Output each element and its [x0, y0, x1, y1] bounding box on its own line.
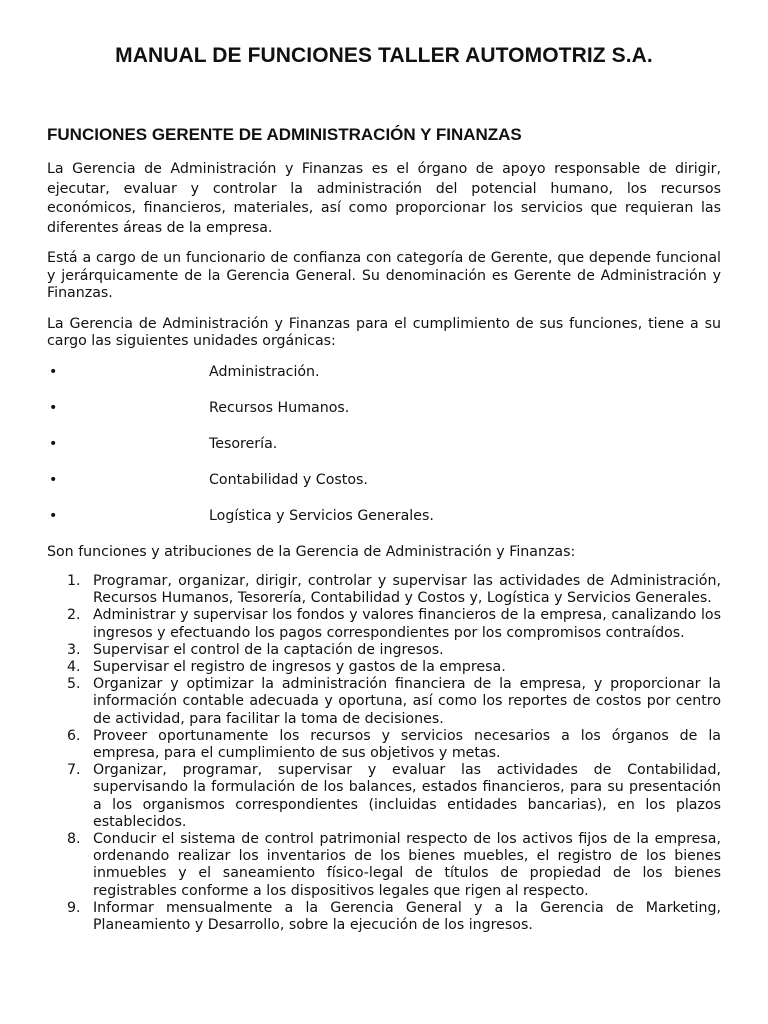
unit-label: Contabilidad y Costos.	[209, 471, 368, 488]
list-item	[47, 472, 721, 508]
paragraph-intro: La Gerencia de Administración y Finanzas es el órgano de apoyo responsable de dirigir, ejecutar, evaluar y controlar la administración del potencial humano, los recursos económicos, financieros, materiales, así como proporcionar los servicios que requieran las diferentes áreas de la empresa.	[47, 161, 721, 236]
unit-label: Recursos Humanos.	[209, 399, 350, 416]
document-title: MANUAL DE FUNCIONES TALLER AUTOMOTRIZ S.A.	[115, 44, 653, 67]
list-item	[47, 400, 721, 436]
bullet-icon: •	[49, 363, 58, 380]
bullet-icon: •	[49, 435, 58, 452]
item-number: 2.	[67, 607, 81, 624]
list-item	[47, 676, 721, 728]
paragraph-functions-intro: Son funciones y atribuciones de la Gerencia de Administración y Finanzas:	[47, 543, 576, 560]
bullet-icon: •	[49, 471, 58, 488]
item-number: 6.	[67, 727, 81, 744]
unit-label: Logística y Servicios Generales.	[209, 507, 434, 524]
item-text: Supervisar el registro de ingresos y gastos de la empresa.	[93, 659, 506, 676]
unit-label: Tesorería.	[209, 435, 278, 452]
functions-list	[47, 573, 721, 934]
item-text: Proveer oportunamente los recursos y servicios necesarios a los órganos de la empresa, para el cumplimiento de sus objetivos y metas.	[93, 727, 721, 762]
bullet-icon: •	[49, 507, 58, 524]
item-number: 4.	[67, 659, 81, 676]
item-number: 7.	[67, 762, 81, 779]
item-text: Programar, organizar, dirigir, controlar y supervisar las actividades de Administración, Recursos Humanos, Tesorería, Contabilidad y Costos y, Logística y Servicios Generales.	[93, 573, 721, 607]
section-title: FUNCIONES GERENTE DE ADMINISTRACIÓN Y FINANZAS	[47, 125, 522, 144]
item-text: Informar mensualmente a la Gerencia General y a la Gerencia de Marketing, Planeamiento y Desarrollo, sobre la ejecución de los ingresos.	[93, 899, 721, 934]
list-item	[47, 831, 721, 900]
item-text: Conducir el sistema de control patrimonial respecto de los activos fijos de la empresa, ordenando realizar los inventarios de los bienes muebles, el registro de los bienes inmuebles y el saneamiento físico-legal de títulos de propiedad de los bienes registrables conforme a los dispositivos legales que rigen al respecto.	[93, 831, 721, 899]
item-number: 5.	[67, 676, 81, 693]
list-item	[47, 900, 721, 934]
document-body	[47, 160, 721, 934]
list-item	[47, 508, 721, 544]
item-number: 1.	[67, 573, 81, 589]
list-item	[47, 436, 721, 472]
paragraph-units-intro: La Gerencia de Administración y Finanzas para el cumplimiento de sus funciones, tiene a su cargo las siguientes unidades orgánicas:	[47, 315, 721, 349]
list-item	[47, 642, 721, 659]
item-number: 8.	[67, 831, 81, 848]
item-text: Organizar y optimizar la administración financiera de la empresa, y proporcionar la información contable adecuada y oportuna, así como los reportes de costos por centro de actividad, para facilitar la toma de decisiones.	[93, 676, 721, 727]
paragraph-manager: Está a cargo de un funcionario de confianza con categoría de Gerente, que depende funcional y jerárquicamente de la Gerencia General. Su denominación es Gerente de Administración y Finanzas.	[47, 250, 721, 301]
list-item	[47, 364, 721, 400]
units-list	[47, 364, 721, 544]
list-item	[47, 573, 721, 607]
item-number: 3.	[67, 641, 81, 658]
list-item	[47, 762, 721, 831]
list-item	[47, 607, 721, 641]
item-number: 9.	[67, 899, 81, 916]
list-item	[47, 659, 721, 676]
unit-label: Administración.	[209, 363, 320, 380]
bullet-icon: •	[49, 399, 58, 416]
item-text: Administrar y supervisar los fondos y valores financieros de la empresa, canalizando los ingresos y efectuando los pagos correspondientes por los compromisos contraídos.	[93, 607, 721, 641]
item-text: Supervisar el control de la captación de ingresos.	[93, 641, 444, 658]
item-text: Organizar, programar, supervisar y evaluar las actividades de Contabilidad, supervisando la formulación de los balances, estados financieros, para su presentación a los organismos correspondientes (incluidas entidades bancarias), en los plazos establecidos.	[93, 762, 721, 830]
list-item	[47, 728, 721, 762]
